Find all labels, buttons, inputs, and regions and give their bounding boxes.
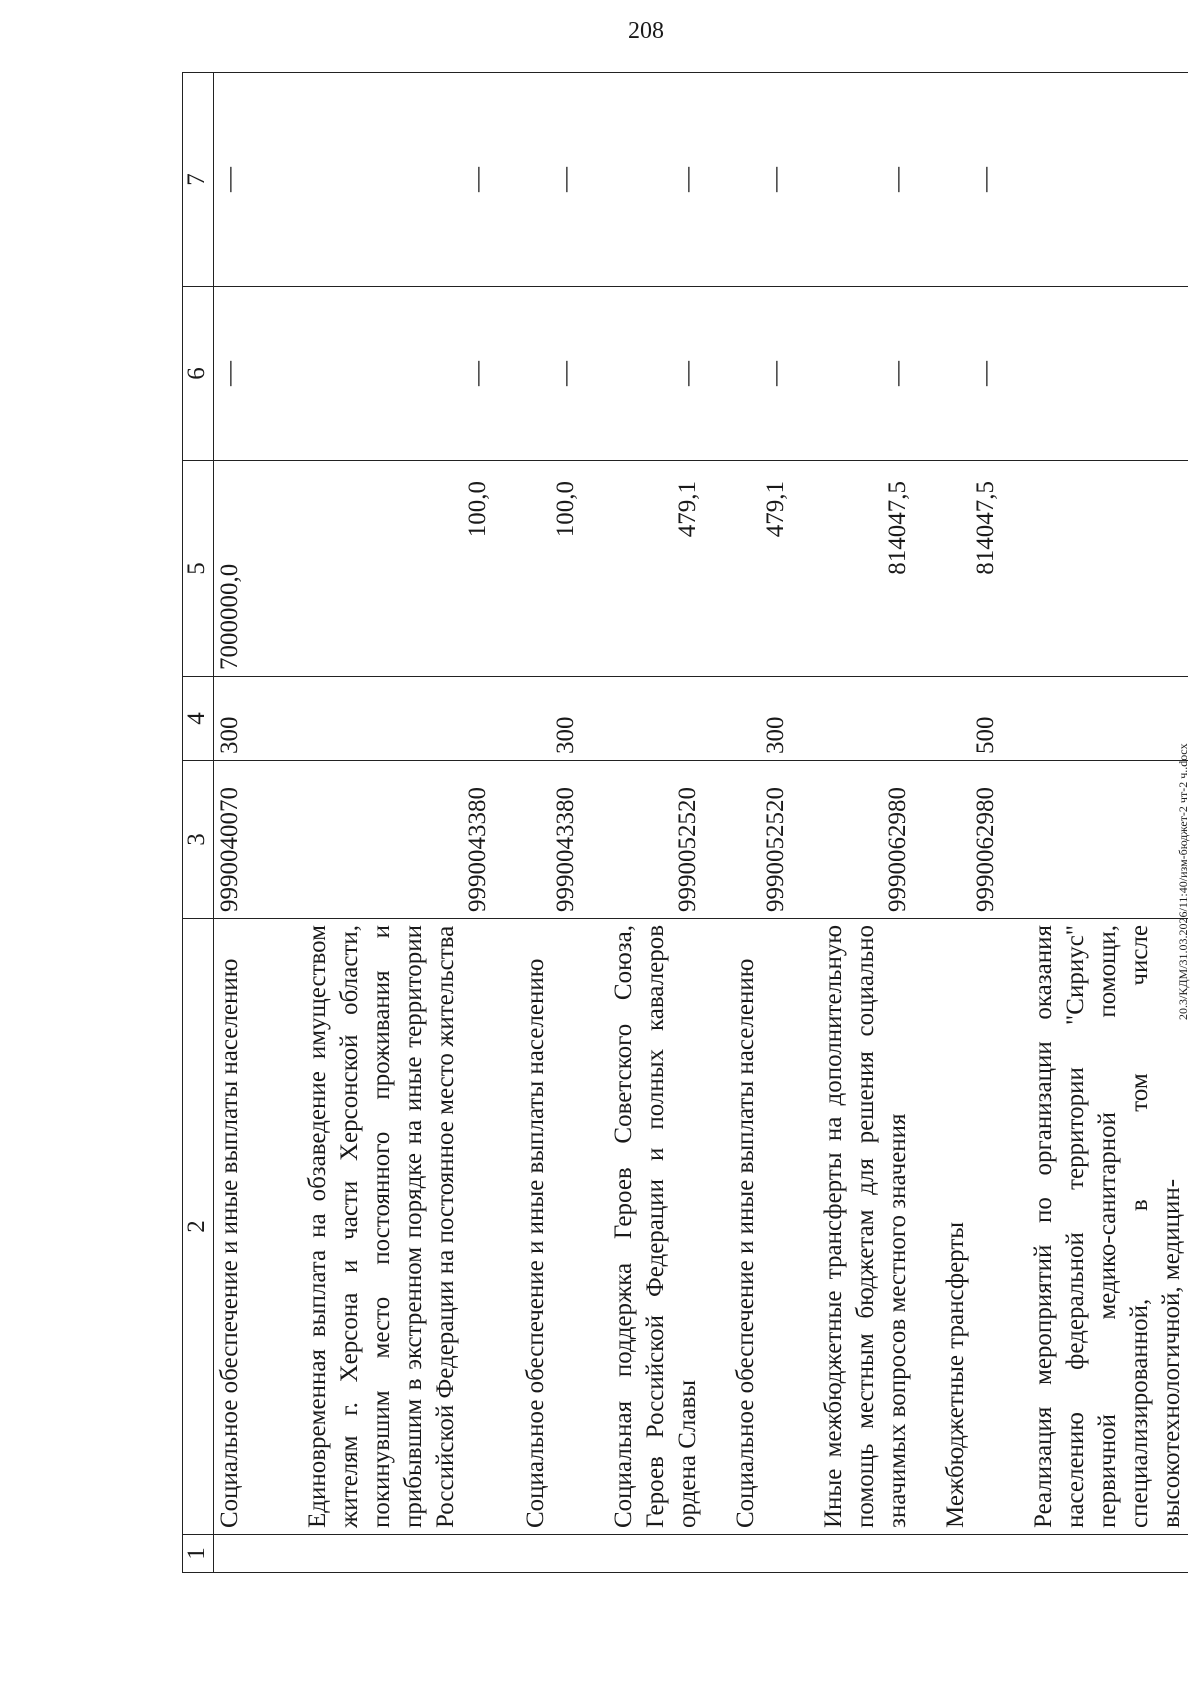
row-spacer — [494, 73, 520, 1573]
table-row — [940, 73, 1002, 1573]
row-spacer — [792, 73, 818, 1573]
code-cell: 9990052520 — [730, 761, 792, 919]
document-footer: 20.3/КДМ/31.03.2026/11:40/изм-бюджет-2 чт-2 ч..docx — [1176, 743, 1190, 1020]
column6-cell: — — [520, 287, 582, 461]
description-cell: Социальное обеспечение и иные выплаты населению — [214, 919, 277, 1535]
table-row — [520, 73, 582, 1573]
table-row — [730, 73, 792, 1573]
table-header-row — [183, 73, 214, 1573]
column-header: 1 — [183, 1535, 214, 1573]
column-header: 4 — [183, 677, 214, 761]
description-cell: Единовременная выплата на обзаведение имуществом жителям г. Херсона и части Херсонской области, покинувшим место постоянного проживания и прибывшим в экстренном порядке на иные территории Российской Федерации на постоянное место жительства — [302, 919, 494, 1535]
type-cell: 500 — [940, 677, 1002, 761]
table-row — [214, 73, 277, 1573]
column6-cell: — — [730, 287, 792, 461]
amount-cell: 479,1 — [608, 461, 704, 677]
table-row — [608, 73, 704, 1573]
type-cell — [302, 677, 494, 761]
table-row — [1028, 73, 1188, 1573]
column7-cell: — — [302, 73, 494, 287]
column7-cell: — — [730, 73, 792, 287]
column7-cell: — — [520, 73, 582, 287]
column6-cell: — — [214, 287, 277, 461]
description-cell: Реализация мероприятий по организации оказания населению федеральной территории "Сириус" первичной медико-санитарной помощи, специализированной, в том числе высокотехнологичной, медицин- — [1028, 919, 1188, 1535]
amount-cell: 7000000,0 — [214, 461, 277, 677]
column-header: 3 — [183, 761, 214, 919]
row-number-cell — [730, 1535, 792, 1573]
description-cell: Иные межбюджетные трансферты на дополнительную помощь местным бюджетам для решения социально значимых вопросов местного значения — [818, 919, 914, 1535]
column7-cell — [1028, 73, 1188, 287]
code-cell: 9990040070 — [214, 761, 277, 919]
code-cell: 9990062980 — [818, 761, 914, 919]
amount-cell: 100,0 — [302, 461, 494, 677]
row-spacer — [1002, 73, 1028, 1573]
code-cell: 9990043380 — [302, 761, 494, 919]
type-cell: 300 — [214, 677, 277, 761]
table-row — [818, 73, 914, 1573]
column-header: 6 — [183, 287, 214, 461]
row-number-cell — [520, 1535, 582, 1573]
description-cell: Социальное обеспечение и иные выплаты населению — [730, 919, 792, 1535]
column-header: 7 — [183, 73, 214, 287]
code-cell: 9990062980 — [940, 761, 1002, 919]
type-cell: 300 — [520, 677, 582, 761]
row-number-cell — [214, 1535, 277, 1573]
type-cell — [818, 677, 914, 761]
table-row — [302, 73, 494, 1573]
row-spacer — [914, 73, 940, 1573]
amount-cell: 814047,5 — [818, 461, 914, 677]
row-number-cell — [818, 1535, 914, 1573]
code-cell — [1028, 761, 1188, 919]
column7-cell: — — [608, 73, 704, 287]
page-number: 208 — [628, 18, 664, 44]
row-spacer — [704, 73, 730, 1573]
column-header: 5 — [183, 461, 214, 677]
row-number-cell — [1028, 1535, 1188, 1573]
row-number-cell — [940, 1535, 1002, 1573]
column6-cell: — — [302, 287, 494, 461]
column6-cell: — — [940, 287, 1002, 461]
amount-cell: 100,0 — [520, 461, 582, 677]
type-cell: 300 — [730, 677, 792, 761]
row-spacer — [276, 73, 302, 1573]
amount-cell — [1028, 461, 1188, 677]
description-cell: Межбюджетные трансферты — [940, 919, 1002, 1535]
budget-table — [182, 72, 1188, 1573]
column7-cell: — — [940, 73, 1002, 287]
column6-cell: — — [818, 287, 914, 461]
amount-cell: 479,1 — [730, 461, 792, 677]
description-cell: Социальная поддержка Героев Советского Союза, Героев Российской Федерации и полных кавалеров ордена Славы — [608, 919, 704, 1535]
code-cell: 9990043380 — [520, 761, 582, 919]
column7-cell: — — [818, 73, 914, 287]
description-cell: Социальное обеспечение и иные выплаты населению — [520, 919, 582, 1535]
amount-cell: 814047,5 — [940, 461, 1002, 677]
code-cell: 9990052520 — [608, 761, 704, 919]
column6-cell: — — [608, 287, 704, 461]
column-header: 2 — [183, 919, 214, 1535]
row-spacer — [582, 73, 608, 1573]
column7-cell: — — [214, 73, 277, 287]
row-number-cell — [608, 1535, 704, 1573]
type-cell — [608, 677, 704, 761]
row-number-cell — [302, 1535, 494, 1573]
type-cell — [1028, 677, 1188, 761]
column6-cell — [1028, 287, 1188, 461]
